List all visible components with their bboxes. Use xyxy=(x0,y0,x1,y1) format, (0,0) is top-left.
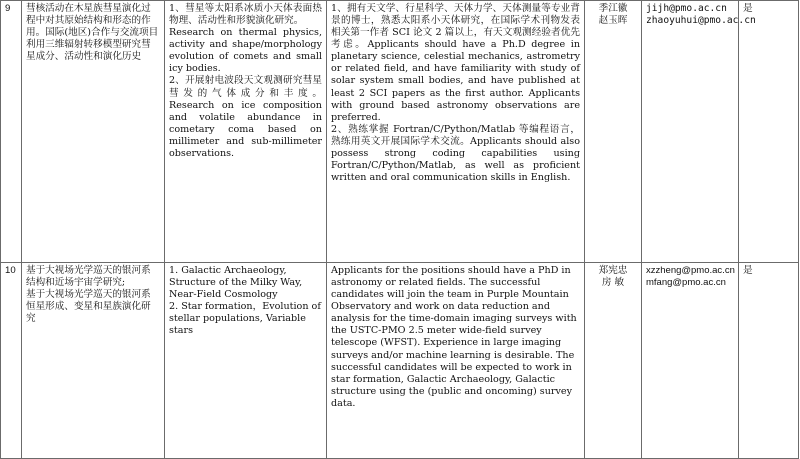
research-direction: 2. Star formation，Evolution of stellar populations, Variable stars xyxy=(169,301,321,337)
flag-cell: 是 xyxy=(739,1,799,263)
research-direction: 2、开展射电波段天文观测研究彗星彗发的气体成分和丰度。 Research on ice composition and volatile abundance in cometary coma based on millimeter and sub-millimeter observations. xyxy=(169,75,322,159)
research-topic: 利用三维辐射转移模型研究彗星成分、活动性和演化历史 xyxy=(26,39,151,63)
requirement: 2、熟练掌握 Fortran/C/Python/Matlab 等编程语言，熟练用英文开展国际学术交流。Applicants should also possess strong coding capabilities using Fortran/C/Python/Matlab, as well as proficient written and oral communication skills in English. xyxy=(331,123,580,184)
requirement: 1、拥有天文学、行星科学、天体力学、天体测量等专业背景的博士，熟悉太阳系小天体研究，在国际学术刊物发表相关第一作者 SCI 论文 2 篇以上，有天文观测经验者优先考虑。Applicants should have a Ph.D degree in planetary science, celestial mechanics, astrometry or related field, and have familiarity with study of solar system small bodies, and have published at least 2 SCI papers as the first author. Applicants with ground based astronomy observations are preferred. xyxy=(331,3,580,123)
research-direction: 1、彗星等太阳系冰质小天体表面热物理、活动性和形貌演化研究。 xyxy=(169,3,322,27)
contact-name: 郑宪忠 xyxy=(598,265,628,276)
requirement: Applicants for the positions should have a PhD in astronomy or related fields. The successful candidates will join the team in Purple Mountain Observatory and work on data reduction and analysis for the time-domain imaging surveys with the USTC-PMO 2.5 meter wide-field survey telescope (WFST). Experience in large imaging surveys and/or machine learning is desirable. The successful candidates will be expected to work in star formation, Galactic Archaeology, Galactic structure using the (public and oncoming) survey data. xyxy=(331,265,577,409)
row-number: 9 xyxy=(1,1,22,263)
research-topic: 基于大视场光学巡天的银河系恒星形成、变星和星族演化研究 xyxy=(26,289,151,325)
contact-cell xyxy=(585,263,642,459)
row-number: 10 xyxy=(1,263,22,459)
contact-cell xyxy=(585,1,642,263)
email-link[interactable]: xzzheng@pmo.ac.cn xyxy=(646,265,735,276)
research-topic-cell xyxy=(22,1,165,263)
requirements-cell xyxy=(327,1,585,263)
requirements-cell xyxy=(327,263,585,459)
research-topic: 彗核活动在木星族彗星演化过程中对其原始结构和形态的作用。国际(地区)合作与交流项目 xyxy=(26,3,159,39)
contact-name: 季江徽 xyxy=(598,3,628,14)
email-link[interactable]: zhaoyuhui@pmo.ac.cn xyxy=(646,15,756,27)
email-cell xyxy=(642,263,739,459)
research-direction-cell xyxy=(165,263,327,459)
research-direction: Research on thermal physics, activity and shape/morphology evolution of comets and small icy bodies. xyxy=(169,27,322,75)
contact-name: 赵玉晖 xyxy=(598,15,628,27)
contact-name: 房 敏 xyxy=(601,277,625,289)
research-direction: 1. Galactic Archaeology, Structure of the Milky Way, Near-Field Cosmology xyxy=(169,265,303,301)
research-topic: 基于大视场光学巡天的银河系结构和近场宇宙学研究; xyxy=(26,265,151,289)
email-link[interactable]: jijh@pmo.ac.cn xyxy=(646,3,727,14)
table-row xyxy=(1,263,799,459)
email-link[interactable]: mfang@pmo.ac.cn xyxy=(646,276,726,288)
table-row xyxy=(1,1,799,263)
flag-cell: 是 xyxy=(739,263,799,459)
research-direction-cell xyxy=(165,1,327,263)
research-topic-cell xyxy=(22,263,165,459)
email-cell xyxy=(642,1,756,263)
